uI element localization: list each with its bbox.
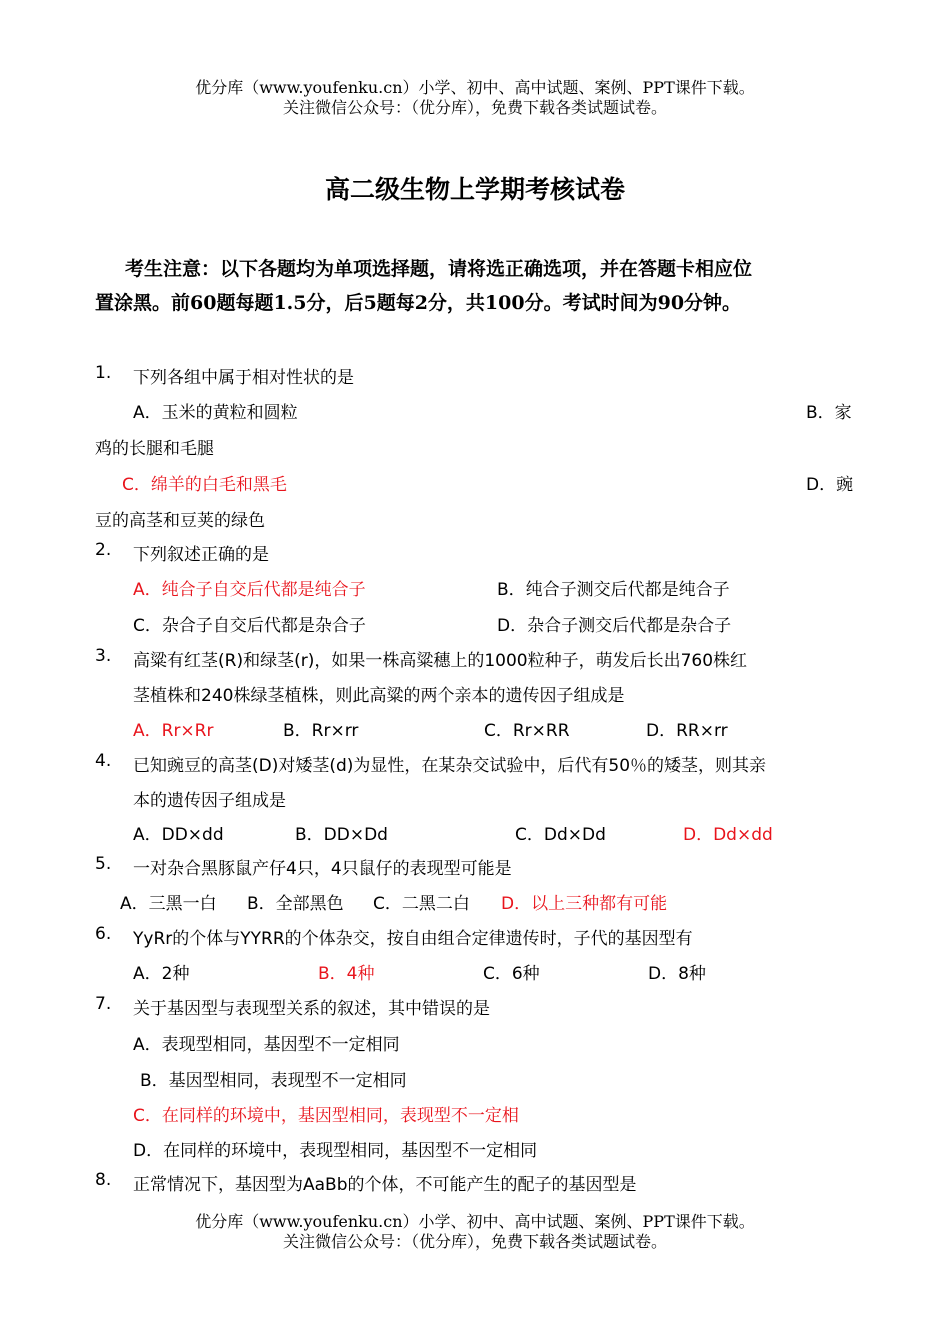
question-number: 7. (95, 994, 112, 1014)
question-number: 6. (95, 924, 112, 944)
question-number: 1. (95, 363, 112, 383)
footer-line-1: 优分库（www.youfenku.cn）小学、初中、高中试题、案例、PPT课件下载。 (195, 1212, 755, 1231)
option-d: D．豌 (806, 475, 854, 495)
question-text: 高粱有红茎(R)和绿茎(r)，如果一株高粱穗上的1000粒种子，萌发后长出760株红 (133, 651, 748, 671)
option-b: B．基因型相同，表现型不一定相同 (140, 1071, 407, 1091)
header-line-2: 关注微信公众号：（优分库），免费下载各类试题试卷。 (282, 98, 667, 117)
page-header (0, 78, 950, 118)
option-b: B．Rr×rr (283, 721, 359, 741)
option-a: A．DD×dd (133, 825, 224, 845)
question-text: 已知豌豆的高茎(D)对矮茎(d)为显性，在某杂交试验中，后代有50％的矮茎，则其亲 (133, 756, 767, 776)
option-b: B．家 (806, 403, 852, 423)
question-number: 4. (95, 751, 112, 771)
option-a: A．表现型相同，基因型不一定相同 (133, 1035, 400, 1055)
option-c-answer: C．在同样的环境中，基因型相同，表现型不一定相 (133, 1106, 519, 1126)
option-d-answer: D．Dd×dd (683, 825, 773, 845)
question-text: 下列各组中属于相对性状的是 (133, 368, 354, 388)
page-footer (0, 1212, 950, 1252)
option-d: D．杂合子测交后代都是杂合子 (497, 616, 732, 636)
option-b: B．纯合子测交后代都是纯合子 (497, 580, 730, 600)
question-text: 一对杂合黑豚鼠产仔4只，4只鼠仔的表现型可能是 (133, 859, 512, 879)
question-text: YyRr的个体与YYRR的个体杂交，按自由组合定律遗传时，子代的基因型有 (133, 929, 693, 949)
option-c: C．二黑二白 (373, 894, 470, 914)
notice-line-2: 置涂黑。前60题每题1.5分，后5题每2分，共100分。考试时间为90分钟。 (95, 292, 742, 314)
option-c: C．6种 (483, 964, 540, 984)
option-c-answer: C．绵羊的白毛和黑毛 (122, 475, 287, 495)
option-a: A．三黑一白 (120, 894, 217, 914)
option-c: C．Rr×RR (484, 721, 570, 741)
exam-notice (95, 252, 860, 320)
option-d: D．在同样的环境中，表现型相同，基因型不一定相同 (133, 1141, 538, 1161)
option-a: A．2种 (133, 964, 190, 984)
option-c: C．Dd×Dd (515, 825, 606, 845)
option-b-answer: B．4种 (318, 964, 375, 984)
question-text: 正常情况下，基因型为AaBb的个体，不可能产生的配子的基因型是 (133, 1175, 637, 1195)
question-number: 8. (95, 1170, 112, 1190)
option-a-answer: A．Rr×Rr (133, 721, 214, 741)
option-b: B．全部黑色 (247, 894, 344, 914)
option-c: C．杂合子自交后代都是杂合子 (133, 616, 366, 636)
question-text-continued: 茎植株和240株绿茎植株，则此高粱的两个亲本的遗传因子组成是 (133, 686, 625, 706)
question-number: 5. (95, 854, 112, 874)
option-d-answer: D．以上三种都有可能 (501, 894, 668, 914)
option-d-continued: 豆的高茎和豆荚的绿色 (95, 511, 265, 531)
option-d: D．8种 (648, 964, 706, 984)
option-b-continued: 鸡的长腿和毛腿 (95, 439, 214, 459)
option-a-answer: A．纯合子自交后代都是纯合子 (133, 580, 366, 600)
option-b: B．DD×Dd (295, 825, 388, 845)
page-title: 高二级生物上学期考核试卷 (324, 175, 625, 204)
question-text-continued: 本的遗传因子组成是 (133, 791, 286, 811)
question-text: 下列叙述正确的是 (133, 545, 269, 565)
header-line-1: 优分库（www.youfenku.cn）小学、初中、高中试题、案例、PPT课件下载。 (195, 78, 755, 97)
question-number: 3. (95, 646, 112, 666)
question-text: 关于基因型与表现型关系的叙述，其中错误的是 (133, 999, 490, 1019)
notice-line-1: 考生注意：以下各题均为单项选择题，请将选正确选项，并在答题卡相应位 (125, 258, 753, 280)
option-a: A．玉米的黄粒和圆粒 (133, 403, 298, 423)
option-d: D．RR×rr (646, 721, 728, 741)
question-number: 2. (95, 540, 112, 560)
footer-line-2: 关注微信公众号：（优分库），免费下载各类试题试卷。 (282, 1232, 667, 1251)
